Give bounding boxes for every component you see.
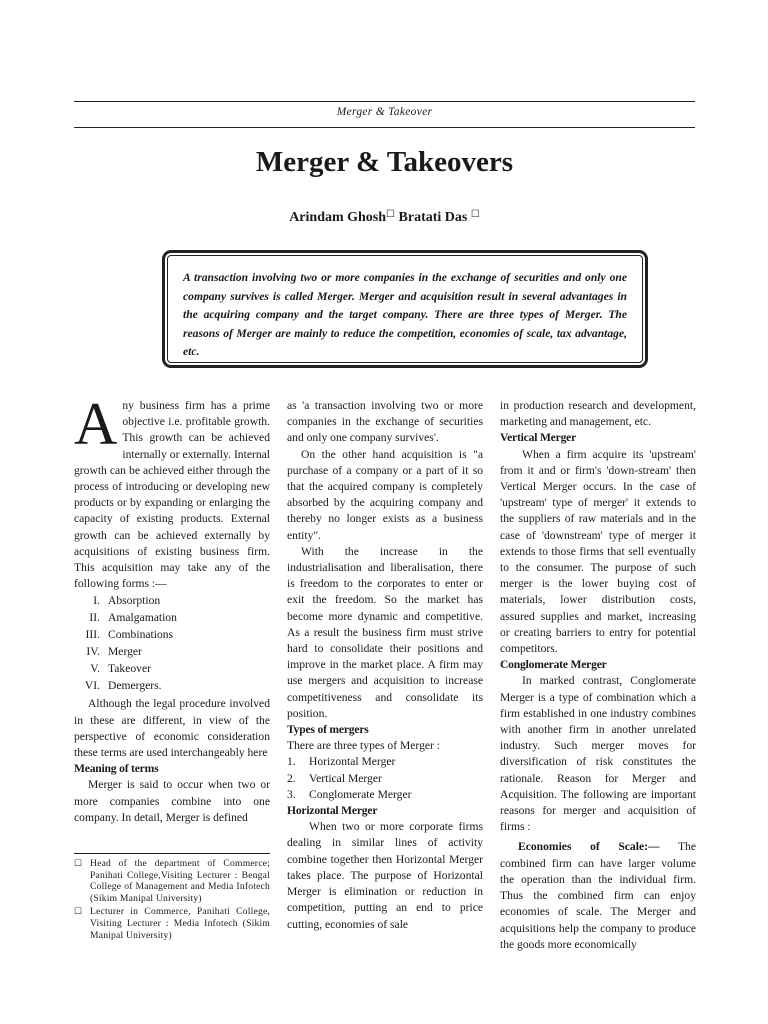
list-label: Conglomerate Merger xyxy=(309,787,412,801)
acquisition-forms-list xyxy=(74,593,270,695)
footnote-1 xyxy=(74,858,270,904)
footnote-mark-2: ☐ xyxy=(470,209,480,220)
footnote-text: Lecturer in Commerce, Panihati College, Visiting Lecturer : Media Infotech (Sikim Manipal University) xyxy=(90,906,270,941)
list-number: 3. xyxy=(287,787,296,801)
footnote-text: Head of the department of Commerce; Panihati College,Visiting Lecturer : Bengal College of Management and Media Infotech (Sikim Manipal University) xyxy=(90,858,270,904)
list-number: V. xyxy=(90,662,100,676)
list-item xyxy=(74,661,270,678)
article-title: Merger & Takeovers xyxy=(255,146,514,178)
list-number: 2. xyxy=(287,771,296,785)
drop-cap: A xyxy=(74,391,118,457)
conglomerate-paragraph: In marked contrast, Conglomerate Merger is a type of combination which a firm established in one industry combines with another firm in another unrelated industry. Such merger moves for diversification of risk constitutes the rationale. Reason for Merger and Acquisition. The following are important reasons for merger and acquisition of firms : xyxy=(500,674,696,834)
author-line xyxy=(74,209,695,226)
list-number: VI. xyxy=(84,679,100,693)
conglomerate-heading: Conglomerate Merger xyxy=(500,658,607,672)
vertical-paragraph: When a firm acquire its 'upstream' from it and or firm's 'down-stream' then Vertical Merger occurs. In the case of 'upstream' type of merger' it extends to the suppliers of raw materials and in the case of 'downstream' type of merger it extends to those firms that sell eventually to the consumer. The purpose of such merger is the lower buying cost of materials, lower distribution costs, assured supplies and market, increasing or creating barriers to entry for potential competitors. xyxy=(500,447,696,656)
column-2 xyxy=(287,398,483,933)
list-item xyxy=(74,593,270,610)
author-1: Arindam Ghosh xyxy=(289,210,387,225)
footnote-2 xyxy=(74,906,270,941)
list-item xyxy=(74,678,270,695)
list-item xyxy=(287,771,483,787)
list-item xyxy=(287,787,483,803)
list-number: IV. xyxy=(86,645,100,659)
list-label: Takeover xyxy=(108,662,151,676)
economies-of-scale-text: The combined firm can have larger volume the operation than the individual firm. Thus the combined firm can enjoy economies of scale. The Merger and acquisitions help the company to produce the goods more economically xyxy=(500,840,696,951)
industrialisation-paragraph: With the increase in the industrialisation and liberalisation, there is freedom to the corporates to enter or exit the freedom. So the market has become more dynamic and competitive. As a result the business firm must strive hard to consolidate their positions and improve in the market place. A firm may use mergers and acquisition to increase competitiveness and consolidate its position. xyxy=(287,544,483,720)
meaning-paragraph: Merger is said to occur when two or more companies combine into one company. In detail, Merger is defined xyxy=(74,778,270,824)
list-label: Amalgamation xyxy=(108,611,177,625)
list-label: Horizontal Merger xyxy=(309,755,396,769)
horizontal-paragraph: When two or more corporate firms dealing in similar lines of activity combine together then Horizontal Merger takes place. The purpose of Horizontal Merger is elimination or reduction in competition, putting an end to price cutting, economies of sale xyxy=(287,820,483,931)
merger-definition-paragraph: as 'a transaction involving two or more companies in the exchange of securities and only one company survives'. xyxy=(287,399,483,445)
list-label: Merger xyxy=(108,645,142,659)
footnote-mark: ☐ xyxy=(74,906,83,917)
list-item xyxy=(74,627,270,644)
vertical-heading: Vertical Merger xyxy=(500,431,577,445)
footnote-mark-1: ☐ xyxy=(386,209,396,220)
legal-procedure-paragraph: Although the legal procedure involved in these are different, in view of the perspective of economic consideration these terms are used interchangeably here xyxy=(74,697,270,760)
author-2: Bratati Das xyxy=(398,210,468,225)
economies-of-scale-heading: Economies of Scale:— xyxy=(518,840,660,854)
types-heading: Types of mergers xyxy=(287,723,369,737)
list-number: 1. xyxy=(287,755,296,769)
list-item xyxy=(287,754,483,770)
footnote-mark: ☐ xyxy=(74,858,83,868)
merger-types-list xyxy=(287,754,483,803)
meaning-heading: Meaning of terms xyxy=(74,762,159,776)
footnotes xyxy=(74,858,270,943)
abstract-text: A transaction involving two or more companies in the exchange of securities and only one company survives is called Merger. Merger and acquisition result in several advantages in the acquiring company and the target company. There are three types of Merger. The reasons of Merger are mainly to reduce the competition, economies of scale, tax advantage, etc. xyxy=(183,271,627,359)
intro-text: ny business firm has a prime objective i.e. profitable growth. This growth can be achieved internally or externally. Internal growth can be achieved either through the process of introducing or developing new products or by expanding or enlarging the capacity of existing products. External growth can be achieved externally by acquisitions of existing business firm. This acquisition may take any of the following forms :— xyxy=(74,399,270,591)
list-label: Combinations xyxy=(108,628,174,642)
column-1 xyxy=(74,391,270,826)
list-label: Demergers. xyxy=(108,679,162,693)
list-label: Vertical Merger xyxy=(309,771,382,785)
production-paragraph: in production research and development, marketing and management, etc. xyxy=(500,399,696,429)
economies-of-scale-paragraph xyxy=(500,839,696,952)
list-item xyxy=(74,644,270,661)
acquisition-paragraph: On the other hand acquisition is "a purchase of a company or a part of it so that the acquired company is completely absorbed by the acquiring company and thereby no longer exists as a business entity". xyxy=(287,447,483,542)
types-intro: There are three types of Merger : xyxy=(287,739,441,753)
horizontal-heading: Horizontal Merger xyxy=(287,804,378,818)
top-rule xyxy=(74,101,695,102)
list-number: II. xyxy=(89,611,100,625)
list-number: I. xyxy=(93,594,100,608)
list-number: III. xyxy=(85,628,100,642)
list-label: Absorption xyxy=(108,594,161,608)
abstract-box xyxy=(162,250,648,368)
list-item xyxy=(74,610,270,627)
intro-paragraph xyxy=(74,391,270,592)
header-rule xyxy=(74,127,695,128)
running-head: Merger & Takeover xyxy=(336,106,433,118)
footnote-rule xyxy=(74,853,270,854)
column-3 xyxy=(500,398,696,953)
